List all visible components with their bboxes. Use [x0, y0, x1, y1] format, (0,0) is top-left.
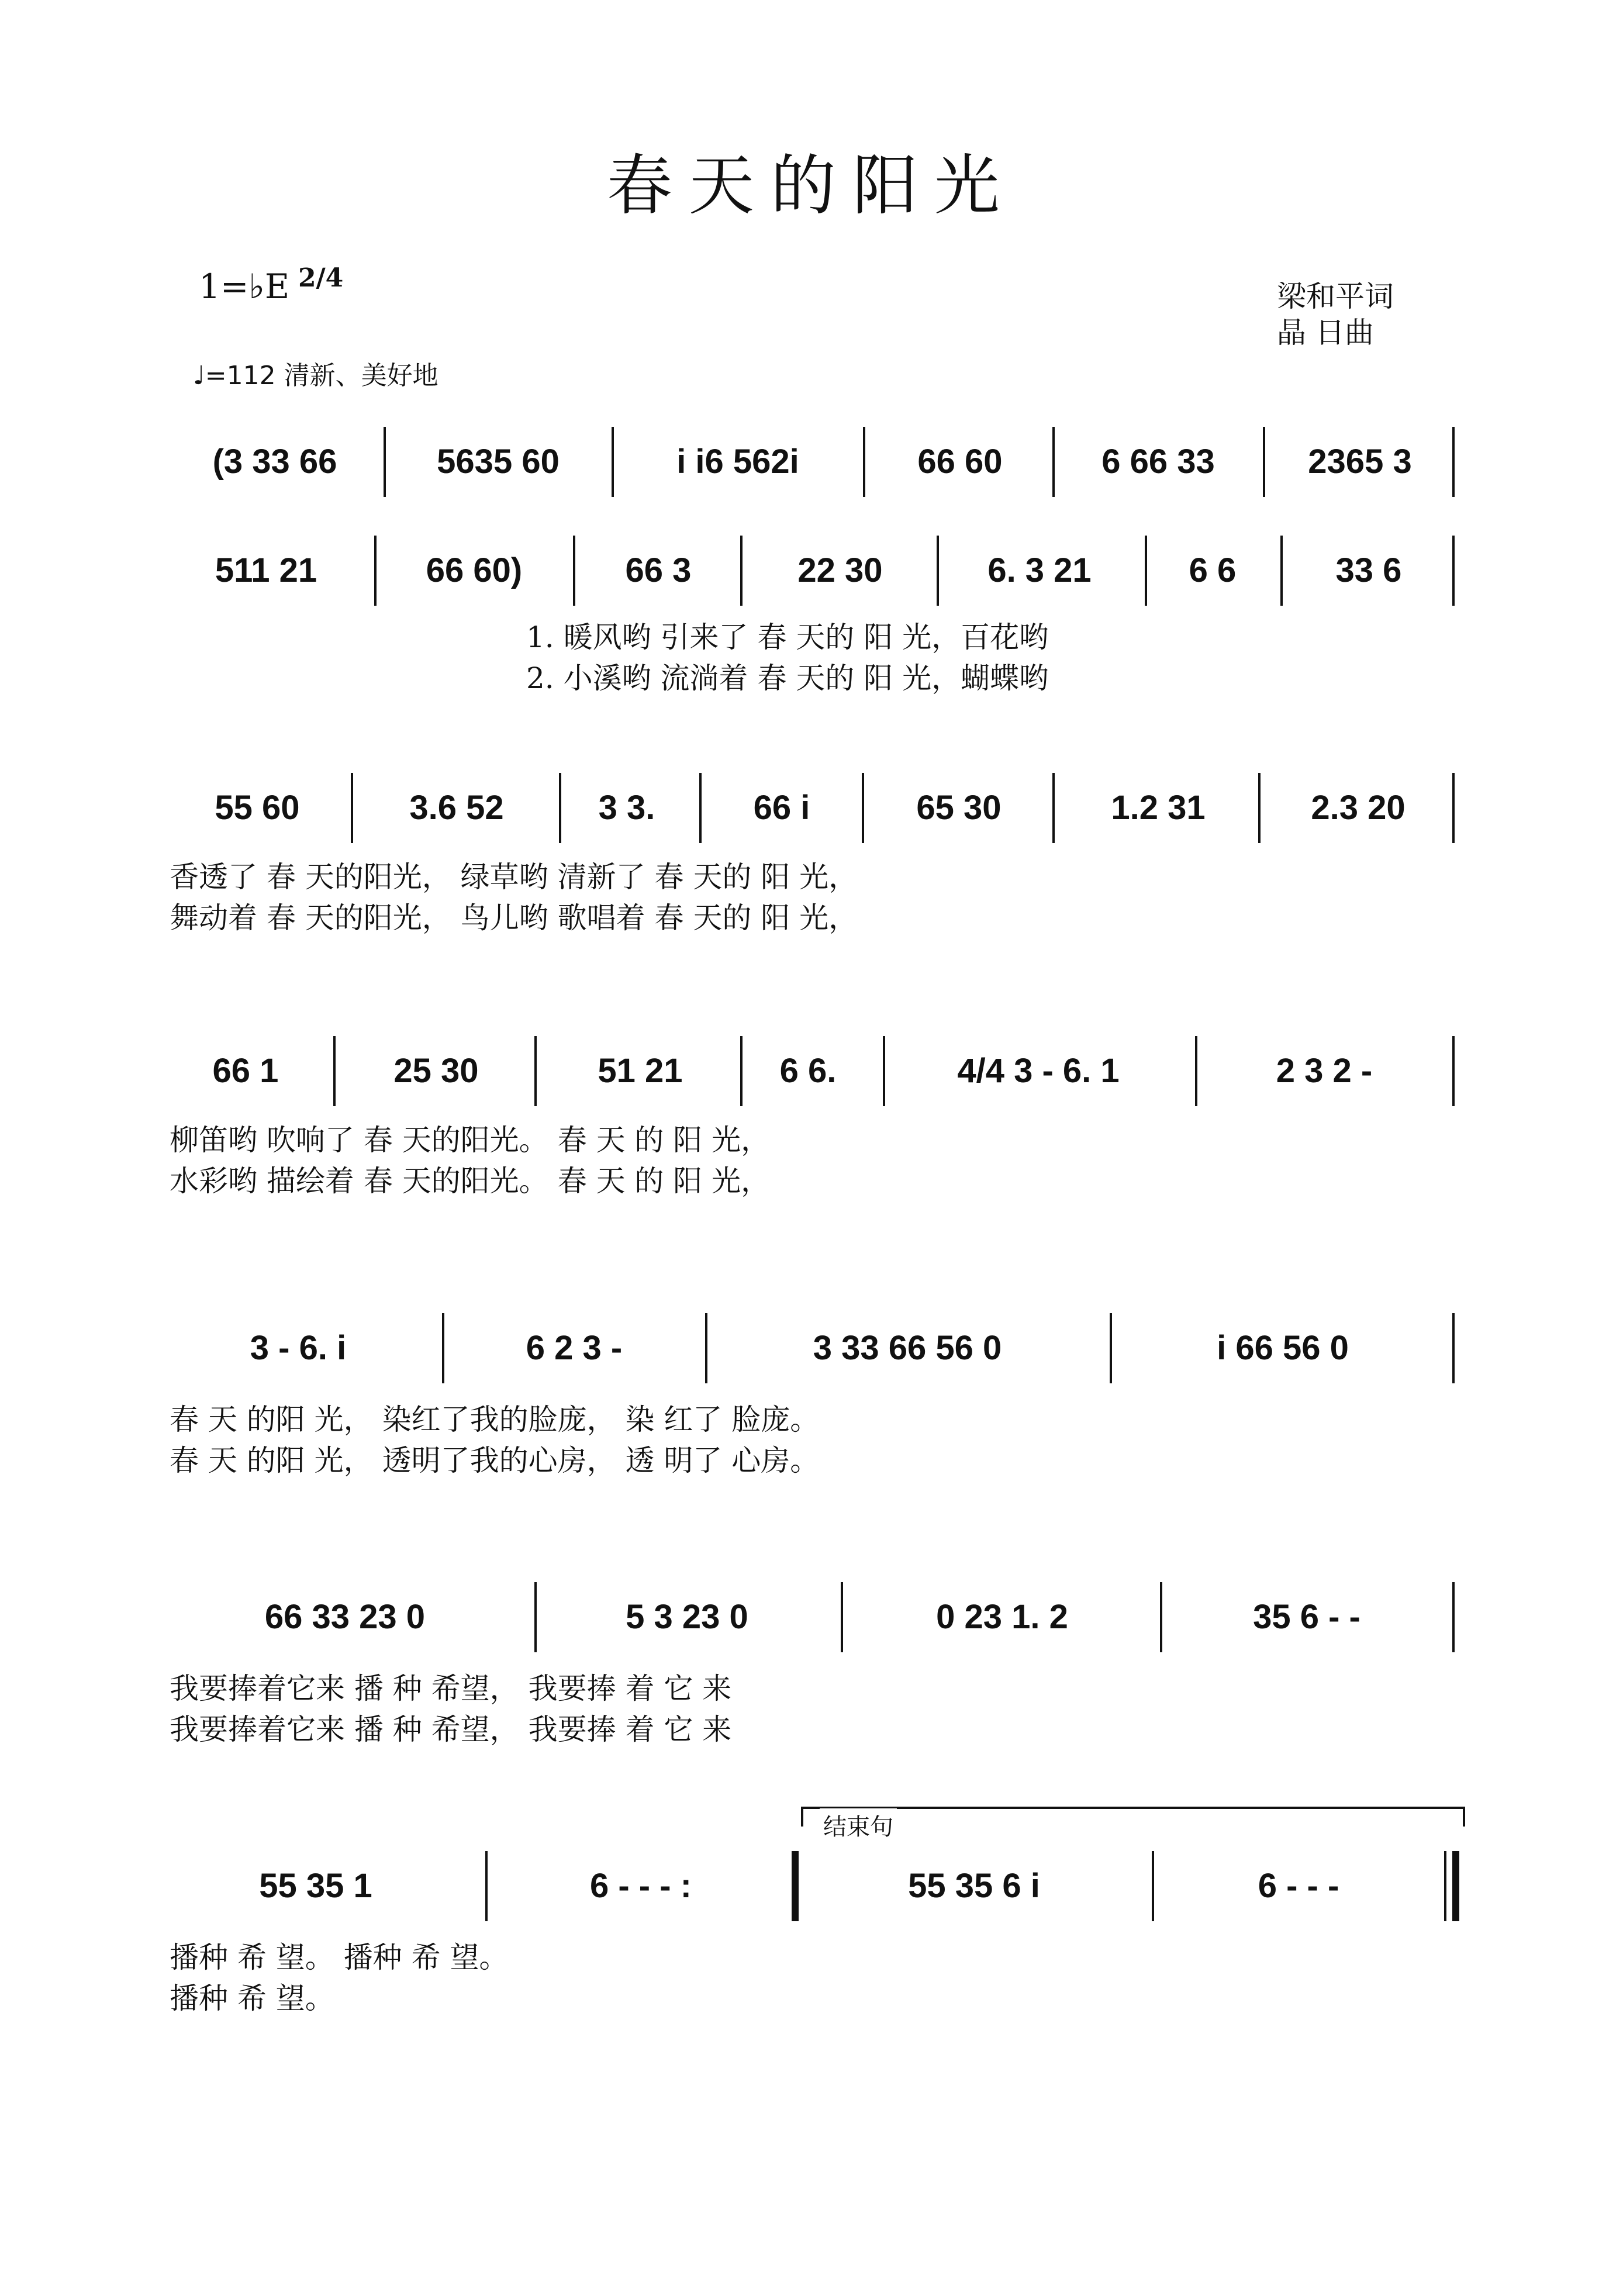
final-barline-thick — [1452, 1851, 1459, 1921]
barline — [559, 773, 561, 843]
measure: i 66 56 0 — [1217, 1329, 1349, 1367]
measure: 1.2 31 — [1111, 789, 1206, 827]
measure: 0 23 1. 2 — [936, 1598, 1068, 1636]
composer-credit: 晶 日曲 — [1277, 316, 1374, 350]
repeat-barline — [792, 1851, 799, 1921]
lyricist-credit: 梁和平词 — [1277, 279, 1394, 313]
measure: 6. 3 21 — [987, 551, 1092, 589]
lyric-line — [0, 1123, 1623, 1158]
barline — [384, 427, 386, 497]
lyric-verse-1: 香透了 春 天的阳光， 绿草哟 清新了 春 天的 阳 光， — [170, 860, 858, 894]
staff-system-5 — [0, 1313, 1623, 1383]
measure: 66 3 — [625, 551, 692, 589]
measure: 2365 3 — [1308, 443, 1412, 481]
measure: 6 - - - : — [590, 1867, 692, 1905]
lyric-line — [0, 1443, 1623, 1478]
lyric-line — [0, 1940, 1623, 1975]
barline — [1145, 536, 1147, 606]
lyric-verse-1: 1. 暖风哟 引来了 春 天的 阳 光，百花哟 — [526, 620, 1049, 654]
barline — [937, 536, 939, 606]
lyric-verse-2: 我要捧着它来 播 种 希望， 我要捧 着 它 来 — [170, 1712, 732, 1746]
barline — [841, 1582, 843, 1652]
lyric-line — [0, 1981, 1623, 2016]
barline — [883, 1036, 885, 1106]
barline — [740, 536, 743, 606]
staff-system-3 — [0, 773, 1623, 843]
barline — [1452, 536, 1455, 606]
measure: 55 35 6 i — [908, 1867, 1040, 1905]
barline — [705, 1313, 707, 1383]
barline — [1452, 1036, 1455, 1106]
time-signature: 2/4 — [298, 263, 344, 293]
lyric-line — [0, 1671, 1623, 1706]
barline — [1452, 1582, 1455, 1652]
staff-system-4 — [0, 1036, 1623, 1106]
barline — [485, 1851, 488, 1921]
barline — [442, 1313, 444, 1383]
measure: 33 6 — [1335, 551, 1402, 589]
key-signature: 1=♭E — [199, 267, 290, 306]
measure: 65 30 — [916, 789, 1002, 827]
measure: 66 60) — [426, 551, 523, 589]
ending-bracket — [801, 1807, 1465, 1827]
barline — [740, 1036, 743, 1106]
barline — [1052, 427, 1055, 497]
staff-system-7 — [0, 1851, 1623, 1921]
lyric-line — [0, 859, 1623, 895]
lyric-verse-1: 春 天 的阳 光， 染红了我的脸庞， 染 红了 脸庞。 — [170, 1403, 820, 1437]
barline — [612, 427, 614, 497]
barline — [863, 427, 865, 497]
lyric-line — [0, 1712, 1623, 1747]
barline — [699, 773, 702, 843]
measure: 66 60 — [917, 443, 1003, 481]
measure: 5635 60 — [437, 443, 560, 481]
measure: 2 3 2 - — [1276, 1052, 1373, 1090]
tempo-marking: ♩=112 清新、美好地 — [193, 361, 438, 391]
lyric-line — [0, 620, 1623, 655]
barline — [573, 536, 575, 606]
ending-label: 结束句 — [820, 1808, 897, 1842]
measure: 6 66 33 — [1101, 443, 1215, 481]
lyric-line — [0, 900, 1623, 935]
measure: 4/4 3 - 6. 1 — [957, 1052, 1120, 1090]
measure: 6 2 3 - — [526, 1329, 623, 1367]
barline — [1152, 1851, 1154, 1921]
barline — [1452, 1313, 1455, 1383]
lyric-verse-2: 播种 希 望。 — [170, 1981, 334, 2015]
barline — [1280, 536, 1283, 606]
barline — [534, 1582, 537, 1652]
measure: 5 3 23 0 — [626, 1598, 748, 1636]
measure: 511 21 — [215, 551, 317, 589]
measure: 22 30 — [797, 551, 883, 589]
staff-system-2 — [0, 536, 1623, 606]
measure: 6 6 — [1189, 551, 1237, 589]
measure: 66 1 — [212, 1052, 279, 1090]
barline — [351, 773, 353, 843]
measure: 3 - 6. i — [250, 1329, 347, 1367]
lyric-verse-2: 2. 小溪哟 流淌着 春 天的 阳 光，蝴蝶哟 — [526, 661, 1049, 695]
lyric-verse-2: 水彩哟 描绘着 春 天的阳光。 春 天 的 阳 光， — [170, 1164, 771, 1198]
measure: 66 i — [753, 789, 810, 827]
barline — [1452, 773, 1455, 843]
barline — [1052, 773, 1055, 843]
barline — [1195, 1036, 1197, 1106]
lyric-verse-1: 播种 希 望。 播种 希 望。 — [170, 1941, 509, 1974]
lyric-verse-1: 柳笛哟 吹响了 春 天的阳光。 春 天 的 阳 光， — [170, 1123, 771, 1157]
measure: 6 6. — [779, 1052, 837, 1090]
measure: 2.3 20 — [1311, 789, 1406, 827]
barline — [1452, 427, 1455, 497]
measure: 3 3. — [598, 789, 655, 827]
barline — [333, 1036, 336, 1106]
measure: i i6 562i — [676, 443, 799, 481]
measure: 51 21 — [598, 1052, 683, 1090]
barline — [534, 1036, 537, 1106]
staff-system-1 — [0, 427, 1623, 497]
measure: 55 35 1 — [259, 1867, 372, 1905]
final-barline — [1444, 1851, 1446, 1921]
measure: 35 6 - - — [1253, 1598, 1360, 1636]
measure: 3 33 66 56 0 — [813, 1329, 1002, 1367]
lyric-line — [0, 1163, 1623, 1199]
measure: 25 30 — [393, 1052, 479, 1090]
lyric-verse-1: 我要捧着它来 播 种 希望， 我要捧 着 它 来 — [170, 1672, 732, 1705]
measure: (3 33 66 — [212, 443, 337, 481]
measure: 66 33 23 0 — [264, 1598, 426, 1636]
barline — [1160, 1582, 1162, 1652]
measure: 55 60 — [215, 789, 300, 827]
lyric-verse-2: 舞动着 春 天的阳光， 鸟儿哟 歌唱着 春 天的 阳 光， — [170, 901, 858, 935]
staff-system-6 — [0, 1582, 1623, 1652]
barline — [374, 536, 377, 606]
barline — [1258, 773, 1261, 843]
lyric-verse-2: 春 天 的阳 光， 透明了我的心房， 透 明了 心房。 — [170, 1444, 820, 1477]
lyric-line — [0, 661, 1623, 696]
lyric-line — [0, 1402, 1623, 1437]
measure: 3.6 52 — [409, 789, 504, 827]
measure: 6 - - - — [1258, 1867, 1339, 1905]
song-title: 春天的阳光 — [607, 148, 1016, 224]
barline — [862, 773, 864, 843]
barline — [1110, 1313, 1112, 1383]
barline — [1263, 427, 1265, 497]
